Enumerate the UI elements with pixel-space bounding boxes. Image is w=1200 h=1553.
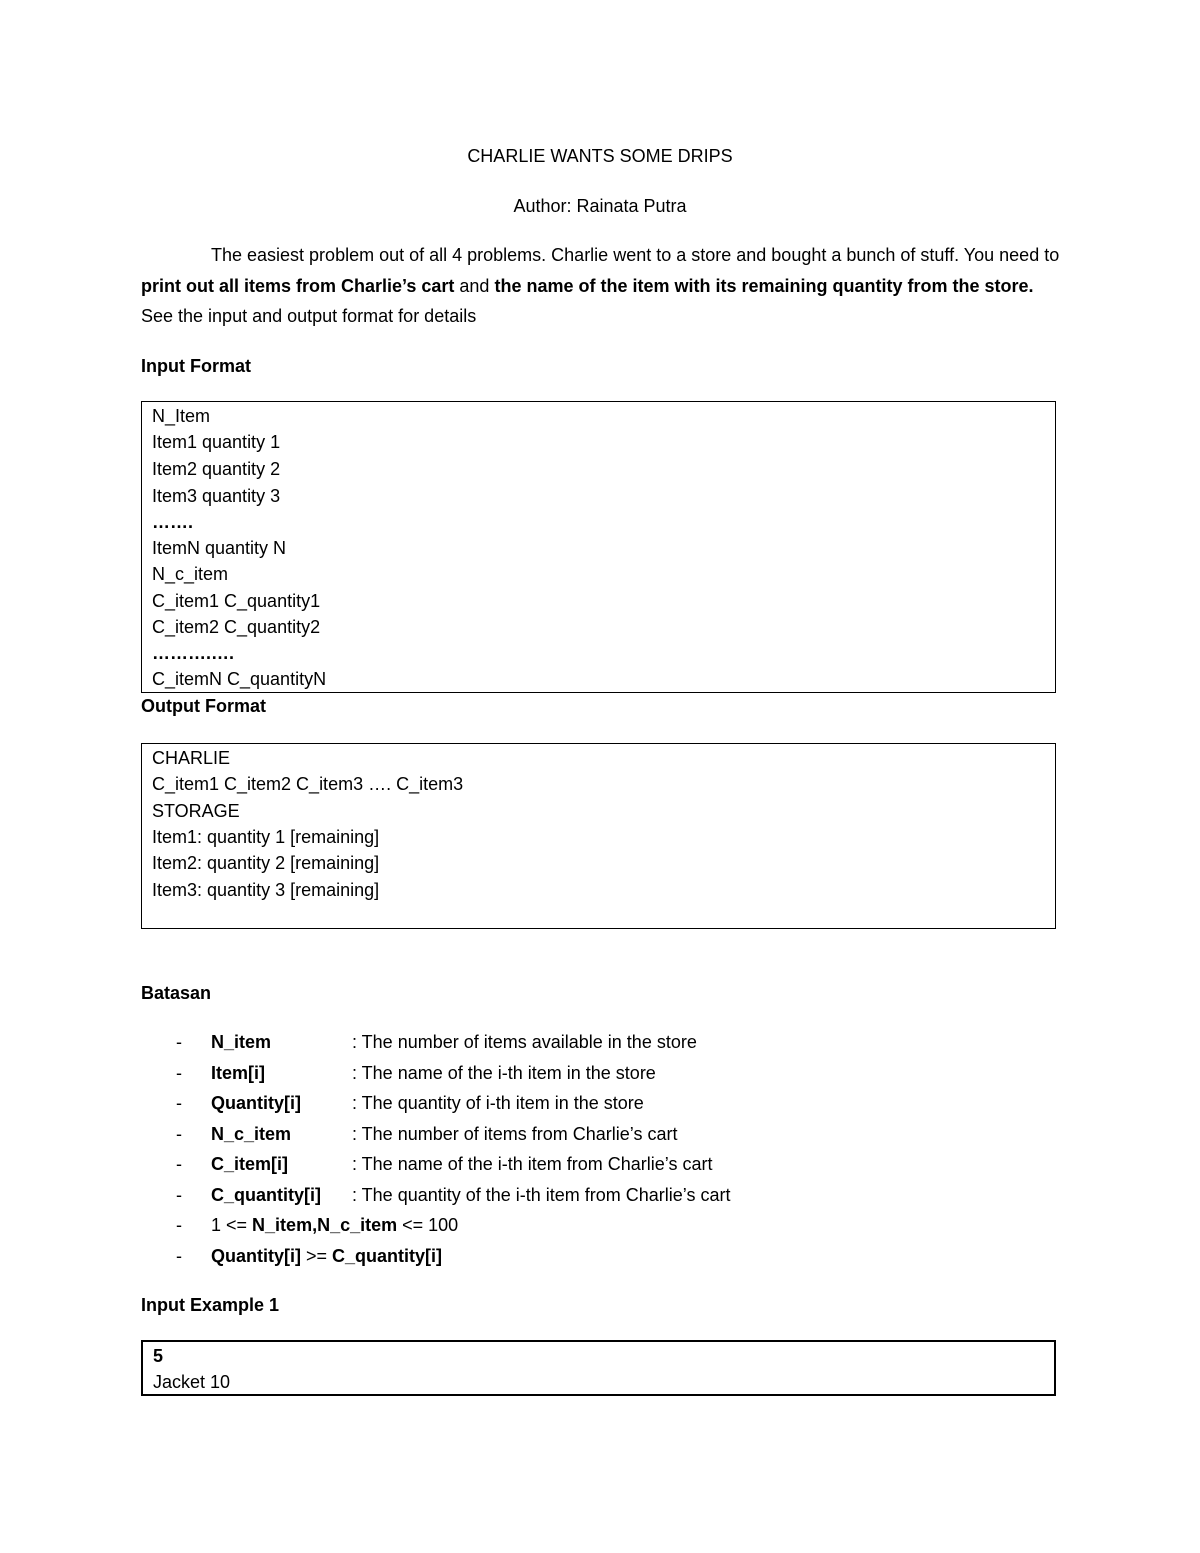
code-line: Item3 quantity 3 [152,486,281,506]
code-line: Jacket 10 [153,1372,231,1392]
code-line: ……….…. [152,643,235,663]
example1-box [141,1340,1056,1396]
list-bullet: - [176,1093,182,1113]
constraint-desc: : The quantity of i-th item in the store [352,1093,644,1113]
constraint-name: Quantity[i] [211,1093,301,1113]
document-title: CHARLIE WANTS SOME DRIPS [467,146,733,166]
code-line: N_Item [152,406,211,426]
code-line: STORAGE [152,801,240,821]
constraint-rule-quantity: Quantity[i] >= C_quantity[i] [211,1246,443,1266]
code-line: N_c_item [152,564,229,584]
code-line: CHARLIE [152,748,231,768]
document-author: Author: Rainata Putra [513,196,687,216]
constraint-name: N_c_item [211,1124,292,1144]
code-line: Item2: quantity 2 [remaining] [152,853,380,873]
code-line: C_itemN C_quantityN [152,669,327,689]
constraint-name: N_item [211,1032,272,1052]
code-line: 5 [153,1346,164,1366]
code-line: Item1: quantity 1 [remaining] [152,827,380,847]
code-line: ……. [152,512,194,532]
list-bullet: - [176,1063,182,1083]
code-line: C_item1 C_quantity1 [152,591,321,611]
constraint-name: Item[i] [211,1063,265,1083]
constraint-desc: : The number of items available in the store [352,1032,697,1052]
constraint-desc: : The number of items from Charlie’s cart [352,1124,678,1144]
output-format-heading: Output Format [141,696,266,716]
code-line: C_item2 C_quantity2 [152,617,321,637]
constraint-desc: : The name of the i-th item from Charlie’s cart [352,1154,713,1174]
output-format-box [141,743,1056,929]
input-format-heading: Input Format [141,356,251,376]
example1-heading: Input Example 1 [141,1295,280,1315]
list-bullet: - [176,1124,182,1144]
list-bullet: - [176,1215,182,1235]
list-bullet: - [176,1032,182,1052]
code-line: Item3: quantity 3 [remaining] [152,880,380,900]
constraint-name: C_item[i] [211,1154,289,1174]
constraint-name: C_quantity[i] [211,1185,321,1205]
list-bullet: - [176,1185,182,1205]
code-line: ItemN quantity N [152,538,287,558]
list-bullet: - [176,1154,182,1174]
constraint-desc: : The name of the i-th item in the store [352,1063,656,1083]
code-line: Item2 quantity 2 [152,459,281,479]
list-bullet: - [176,1246,182,1266]
constraint-desc: : The quantity of the i-th item from Charlie’s cart [352,1185,731,1205]
constraints-heading: Batasan [141,983,212,1003]
input-format-box [141,401,1056,693]
constraint-rule-range: 1 <= N_item,N_c_item <= 100 [211,1215,459,1235]
intro-paragraph: The easiest problem out of all 4 problems. Charlie went to a store and bought a bunch of stuff. You need to print out all items from Charlie’s cart and the name of the item with its remaining quantity from the store. See the input and output format for details [141,245,1060,326]
code-line: C_item1 C_item2 C_item3 …. C_item3 [152,774,464,794]
code-line: Item1 quantity 1 [152,432,281,452]
